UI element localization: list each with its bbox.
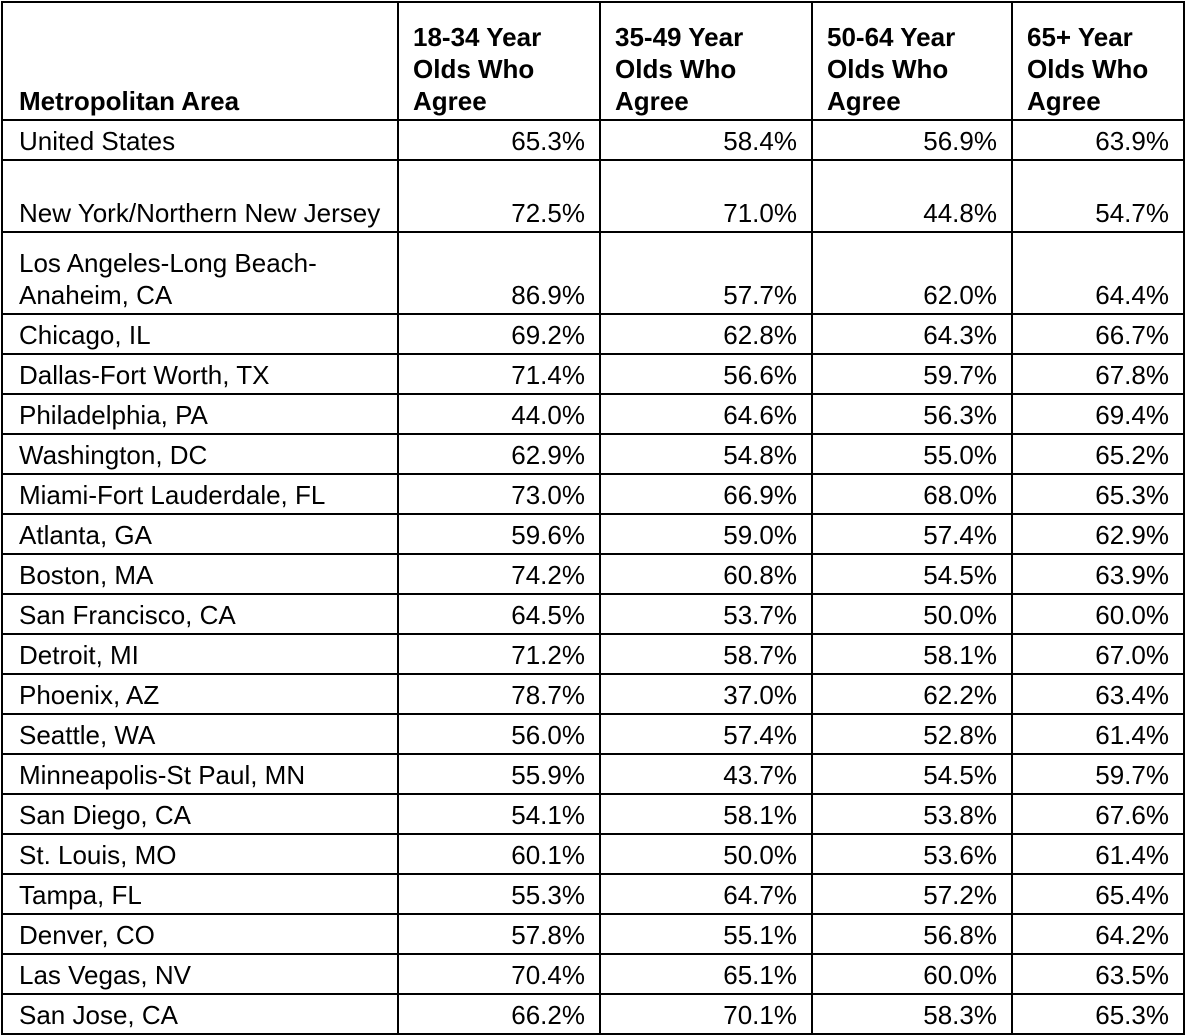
row-area: San Jose, CA (2, 994, 398, 1034)
row-area: Phoenix, AZ (2, 674, 398, 714)
value-18-34: 72.5% (398, 160, 600, 232)
value-18-34: 64.5% (398, 594, 600, 634)
value-18-34: 55.3% (398, 874, 600, 914)
value-35-49: 50.0% (600, 834, 812, 874)
value-35-49: 54.8% (600, 434, 812, 474)
value-50-64: 57.4% (812, 514, 1012, 554)
table-row (2, 594, 1184, 634)
value-35-49: 58.4% (600, 120, 812, 160)
value-35-49: 64.7% (600, 874, 812, 914)
table-row (2, 514, 1184, 554)
value-35-49: 43.7% (600, 754, 812, 794)
value-18-34: 54.1% (398, 794, 600, 834)
value-35-49: 60.8% (600, 554, 812, 594)
value-50-64: 68.0% (812, 474, 1012, 514)
value-35-49: 71.0% (600, 160, 812, 232)
value-18-34: 71.2% (398, 634, 600, 674)
row-area: United States (2, 120, 398, 160)
row-area: Detroit, MI (2, 634, 398, 674)
value-35-49: 55.1% (600, 914, 812, 954)
value-50-64: 62.2% (812, 674, 1012, 714)
row-area: Las Vegas, NV (2, 954, 398, 994)
table-row (2, 714, 1184, 754)
value-50-64: 56.9% (812, 120, 1012, 160)
value-65-plus: 60.0% (1012, 594, 1184, 634)
row-area: Miami-Fort Lauderdale, FL (2, 474, 398, 514)
value-35-49: 58.7% (600, 634, 812, 674)
value-65-plus: 64.2% (1012, 914, 1184, 954)
value-65-plus: 65.2% (1012, 434, 1184, 474)
row-area: Philadelphia, PA (2, 394, 398, 434)
table-row (2, 474, 1184, 514)
row-area: Atlanta, GA (2, 514, 398, 554)
value-65-plus: 67.8% (1012, 354, 1184, 394)
value-50-64: 52.8% (812, 714, 1012, 754)
table-row (2, 554, 1184, 594)
value-18-34: 66.2% (398, 994, 600, 1034)
value-35-49: 58.1% (600, 794, 812, 834)
value-50-64: 58.3% (812, 994, 1012, 1034)
table-row (2, 674, 1184, 714)
value-18-34: 57.8% (398, 914, 600, 954)
value-35-49: 57.4% (600, 714, 812, 754)
table-row (2, 794, 1184, 834)
row-area: San Diego, CA (2, 794, 398, 834)
metro-agreement-table (1, 1, 1185, 1035)
value-35-49: 56.6% (600, 354, 812, 394)
value-18-34: 74.2% (398, 554, 600, 594)
value-18-34: 60.1% (398, 834, 600, 874)
value-65-plus: 65.3% (1012, 994, 1184, 1034)
value-50-64: 57.2% (812, 874, 1012, 914)
table-row (2, 634, 1184, 674)
value-65-plus: 65.4% (1012, 874, 1184, 914)
row-area: New York/Northern New Jersey (2, 160, 398, 232)
table-row (2, 834, 1184, 874)
value-50-64: 53.6% (812, 834, 1012, 874)
value-65-plus: 66.7% (1012, 314, 1184, 354)
value-18-34: 59.6% (398, 514, 600, 554)
row-area: Los Angeles-Long Beach-Anaheim, CA (2, 232, 398, 314)
value-50-64: 44.8% (812, 160, 1012, 232)
value-35-49: 59.0% (600, 514, 812, 554)
value-65-plus: 61.4% (1012, 834, 1184, 874)
table-row (2, 232, 1184, 314)
value-50-64: 54.5% (812, 754, 1012, 794)
value-50-64: 50.0% (812, 594, 1012, 634)
value-65-plus: 63.9% (1012, 554, 1184, 594)
header-50-64: 50-64 Year Olds Who Agree (812, 2, 1012, 120)
value-50-64: 60.0% (812, 954, 1012, 994)
row-area: Tampa, FL (2, 874, 398, 914)
value-18-34: 55.9% (398, 754, 600, 794)
table-row (2, 120, 1184, 160)
value-18-34: 62.9% (398, 434, 600, 474)
value-50-64: 58.1% (812, 634, 1012, 674)
value-65-plus: 65.3% (1012, 474, 1184, 514)
value-18-34: 86.9% (398, 232, 600, 314)
value-65-plus: 62.9% (1012, 514, 1184, 554)
row-area: Minneapolis-St Paul, MN (2, 754, 398, 794)
value-50-64: 56.8% (812, 914, 1012, 954)
table-row (2, 914, 1184, 954)
value-50-64: 56.3% (812, 394, 1012, 434)
value-35-49: 66.9% (600, 474, 812, 514)
value-65-plus: 59.7% (1012, 754, 1184, 794)
value-35-49: 64.6% (600, 394, 812, 434)
value-65-plus: 67.0% (1012, 634, 1184, 674)
value-65-plus: 64.4% (1012, 232, 1184, 314)
table-row (2, 160, 1184, 232)
row-area: Chicago, IL (2, 314, 398, 354)
row-area: Boston, MA (2, 554, 398, 594)
row-area: San Francisco, CA (2, 594, 398, 634)
value-65-plus: 54.7% (1012, 160, 1184, 232)
header-65-plus: 65+ Year Olds Who Agree (1012, 2, 1184, 120)
row-area: Denver, CO (2, 914, 398, 954)
value-50-64: 55.0% (812, 434, 1012, 474)
value-18-34: 44.0% (398, 394, 600, 434)
value-65-plus: 67.6% (1012, 794, 1184, 834)
value-35-49: 37.0% (600, 674, 812, 714)
value-18-34: 70.4% (398, 954, 600, 994)
value-18-34: 78.7% (398, 674, 600, 714)
header-metropolitan-area: Metropolitan Area (2, 2, 398, 120)
table-row (2, 434, 1184, 474)
value-50-64: 53.8% (812, 794, 1012, 834)
value-18-34: 73.0% (398, 474, 600, 514)
value-35-49: 70.1% (600, 994, 812, 1034)
table-row (2, 354, 1184, 394)
table-row (2, 874, 1184, 914)
row-area: Dallas-Fort Worth, TX (2, 354, 398, 394)
table-row (2, 994, 1184, 1034)
value-65-plus: 63.9% (1012, 120, 1184, 160)
value-35-49: 53.7% (600, 594, 812, 634)
row-area: St. Louis, MO (2, 834, 398, 874)
table-row (2, 394, 1184, 434)
value-50-64: 54.5% (812, 554, 1012, 594)
value-65-plus: 63.5% (1012, 954, 1184, 994)
value-35-49: 62.8% (600, 314, 812, 354)
value-50-64: 59.7% (812, 354, 1012, 394)
value-35-49: 65.1% (600, 954, 812, 994)
row-area: Seattle, WA (2, 714, 398, 754)
value-18-34: 69.2% (398, 314, 600, 354)
header-35-49: 35-49 Year Olds Who Agree (600, 2, 812, 120)
value-50-64: 64.3% (812, 314, 1012, 354)
header-row (2, 2, 1184, 120)
value-65-plus: 63.4% (1012, 674, 1184, 714)
row-area: Washington, DC (2, 434, 398, 474)
value-18-34: 65.3% (398, 120, 600, 160)
value-18-34: 71.4% (398, 354, 600, 394)
value-50-64: 62.0% (812, 232, 1012, 314)
value-18-34: 56.0% (398, 714, 600, 754)
table-row (2, 954, 1184, 994)
table-row (2, 754, 1184, 794)
header-18-34: 18-34 Year Olds Who Agree (398, 2, 600, 120)
value-35-49: 57.7% (600, 232, 812, 314)
value-65-plus: 61.4% (1012, 714, 1184, 754)
value-65-plus: 69.4% (1012, 394, 1184, 434)
table-row (2, 314, 1184, 354)
